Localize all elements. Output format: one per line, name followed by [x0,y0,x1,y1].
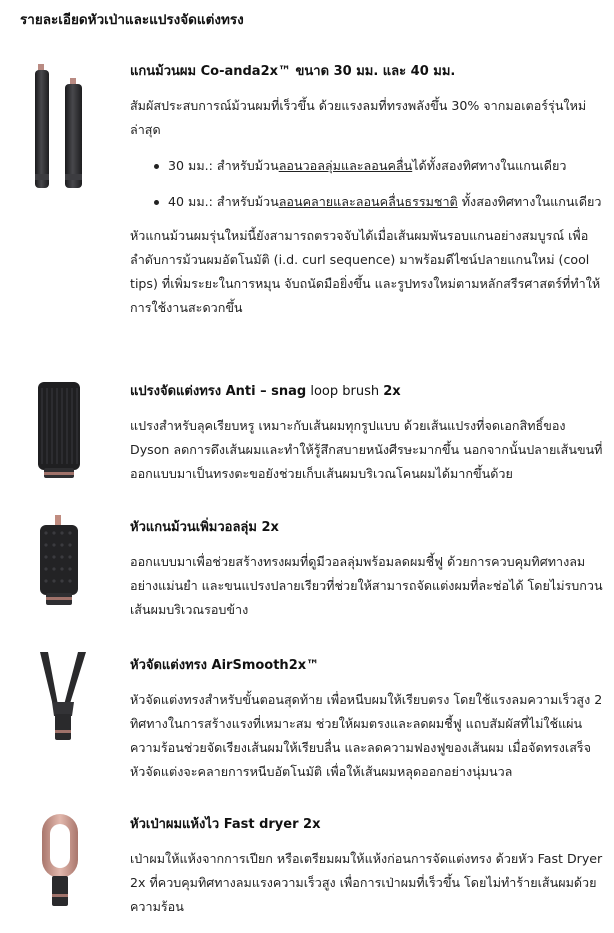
airsmooth-title: หัวจัดแต่งทรง AirSmooth2x™ [130,658,320,673]
airsmooth-attachment-image [18,650,108,745]
coanda-size-list [130,154,604,214]
bullet-text: 30 มม.: สำหรับม้วน [168,158,279,173]
curl-type-link[interactable]: ลอนวอลลุ่มและลอนคลื่น [278,158,413,173]
bullet-text: ได้ทั้งสองทิศทางในแกนเดียว [412,158,567,173]
curl-type-link[interactable]: ลอนคลายและลอนคลื่นธรรมชาติ [278,194,458,209]
fast-dryer-description: เป่าผมให้แห้งจากการเปียก หรือเตรียมผมให้แห้งก่อนการจัดแต่งทรง ด้วยหัว Fast Dryer 2x ที่ควบคุมทิศทางลมแรงความเร็วสูง เพื่อการเป่าผมที่เร็วขึ้น โดยไม่ทำร้ายเส้นผมด้วยความร้อน [130,851,603,914]
fast-dryer-attachment-image [18,810,108,910]
loop-brush-description: แปรงสำหรับลุคเรียบหรู เหมาะกับเส้นผมทุกรูปแบบ ด้วยเส้นแปรงที่จดเอกสิทธิ์ของ Dyson ลดการดึงเส้นผมและทำให้รู้สึกสบายหนังศีรษะมากขึ้น นอกจากนั้นปลายเส้นขนที่ออกแบบมาเป็นทรงตะขอยังช่วยเก็บเส้นผมบริเวณโคนผมได้มากขึ้นด้วย [130,418,603,481]
volume-brush-description: ออกแบบมาเพื่อช่วยสร้างทรงผมที่ดูมีวอลลุ่มพร้อมลดผมชี้ฟู ด้วยการควบคุมทิศทางลมอย่างแม่นยำ และขนแปรงปลายเรียวที่ช่วยให้สามารถจัดแต่งผมที่ละช่อได้ โดยไม่รบกวนเส้นผมบริเวณรอบข้าง [130,554,603,617]
coanda-details: หัวแกนม้วนผมรุ่นใหม่นี้ยังสามารถตรวจจับได้เมื่อเส้นผมพันรอบแกนอย่างสมบูรณ์ เพื่อลำดับการม้วนผมอัตโนมัติ (i.d. curl sequence) มาพร้อมดีไซน์ปลายแกนใหม่ (cool tips) ที่เพิ่มระยะในการหมุน จับถนัดมือยิ่งขึ้น และรูปทรงใหม่ตามหลักสรีรศาสตร์ที่ทำให้การใช้งานสะดวกขึ้น [130,228,601,315]
title-bold: 2x [383,384,401,399]
volume-brush-image [18,513,108,608]
title-bold: แปรงจัดแต่งทรง Anti – snag [130,384,307,399]
coanda-intro: สัมผัสประสบการณ์ม้วนผมที่เร็วขึ้น ด้วยแรงลมที่ทรงพลังขึ้น 30% จากมอเตอร์รุ่นใหม่ล่าสุด [130,98,587,137]
fast-dryer-title: หัวเป่าผมแห้งไว Fast dryer 2x [130,817,321,832]
coanda-title: แกนม้วนผม Co-anda2x™ ขนาด 30 มม. และ 40 มม. [130,64,456,79]
list-item [130,190,604,214]
airsmooth-description: หัวจัดแต่งทรงสำหรับขั้นตอนสุดท้าย เพื่อหนีบผมให้เรียบตรง โดยใช้แรงลมความเร็วสูง 2 ทิศทางในการสร้างแรงที่เหมาะสม ช่วยให้ผมตรงและลดผมชี้ฟู แถบสัมผัสที่ไม่ใช้แผ่นความร้อนช่วยจัดเรียงเส้นผมให้เรียบลื่น และลดความฟองฟูของเส้นผม เมื่อจัดทรงเสร็จ หัวจัดแต่งจะคลายการหนีบอัตโนมัติ เพื่อให้เส้นผมหลุดออกอย่างนุ่มนวล [130,692,603,779]
loop-brush-title [130,382,604,402]
coanda-barrels-image [18,58,108,193]
loop-brush-image [18,380,108,485]
bullet-text: ทั้งสองทิศทางในแกนเดียว [457,194,602,209]
title-normal: loop brush [306,384,384,399]
volume-brush-title: หัวแกนม้วนเพิ่มวอลลุ่ม 2x [130,520,279,535]
page-title: รายละเอียดหัวเป่าและแปรงจัดแต่งทรง [20,12,244,28]
bullet-text: 40 มม.: สำหรับม้วน [168,194,279,209]
list-item [130,154,604,178]
